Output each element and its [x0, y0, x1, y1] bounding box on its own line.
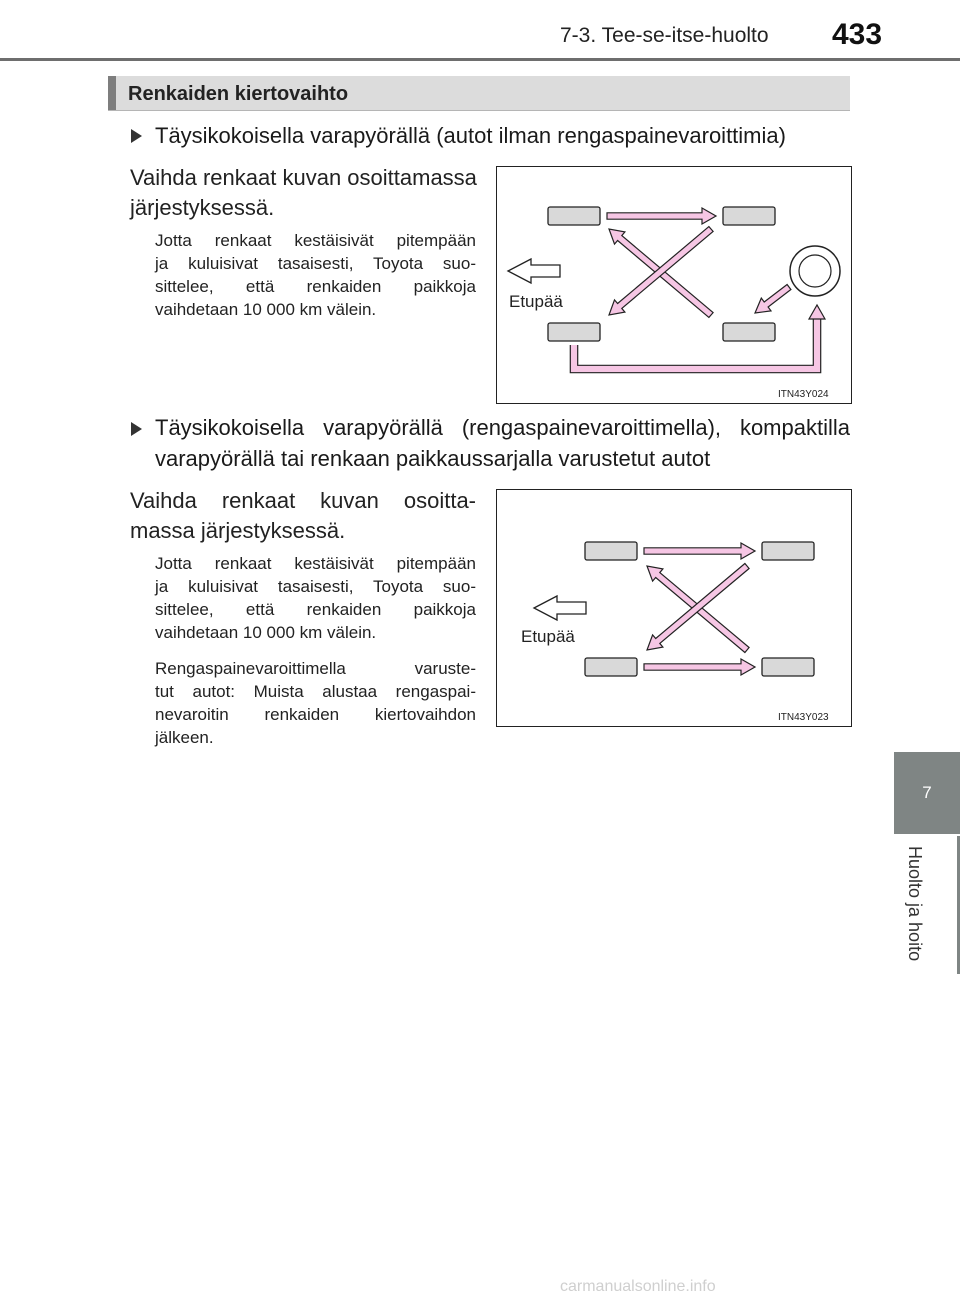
bullet-heading-1: Täysikokoisella varapyörällä (autot ilman rengaspainevaroittimia)	[155, 123, 786, 148]
front-label: Etupää	[521, 627, 575, 646]
note-1-line: sittelee, että renkaiden paikkoja	[155, 277, 476, 296]
note-2	[155, 552, 476, 644]
front-direction-arrow-icon	[534, 596, 586, 620]
note-1-line: ja kuluisivat tasaisesti, Toyota suo-	[155, 254, 476, 273]
note-2-line: sittelee, että renkaiden paikkoja	[155, 600, 476, 619]
tire-rear-left	[548, 323, 600, 341]
tire-front-left	[548, 207, 600, 225]
rotation-arrows-1	[574, 208, 825, 369]
note-1-line: vaihdetaan 10 000 km välein.	[155, 300, 377, 319]
note-2-line: ja kuluisivat tasaisesti, Toyota suo-	[155, 577, 476, 596]
watermark: carmanualsonline.info	[560, 1278, 716, 1295]
note-3-line: tut autot: Muista alustaa rengaspai-	[155, 682, 476, 701]
front-direction-arrow-icon	[508, 259, 560, 283]
arrow-rear-left-to-spare-outline	[574, 319, 817, 369]
arrow-rear-left-to-rear-right	[644, 659, 755, 675]
tire-front-left	[585, 542, 637, 560]
bullet-triangle-icon	[131, 422, 142, 436]
instruction-1-line-1: Vaihda renkaat kuvan osoittamassa	[130, 165, 477, 190]
bullet-triangle-icon	[131, 129, 142, 143]
arrow-front-left-to-front-right	[607, 208, 716, 224]
header-rule	[0, 58, 960, 61]
figure-id: ITN43Y023	[778, 712, 829, 723]
note-1-line: Jotta renkaat kestäisivät pitempään	[155, 231, 476, 250]
tire-front-right	[723, 207, 775, 225]
note-3-line: jälkeen.	[155, 728, 214, 747]
note-3-line: Rengaspainevaroittimella varuste-	[155, 659, 476, 678]
arrow-front-left-to-front-right	[644, 543, 755, 559]
instruction-2-line-1: Vaihda renkaat kuvan osoitta-	[130, 488, 476, 513]
page-number: 433	[832, 18, 883, 51]
tire-rear-right	[723, 323, 775, 341]
note-1	[155, 229, 476, 321]
chapter-number: 7	[922, 783, 932, 802]
bullet-heading-2-line-2: varapyörällä tai renkaan paikkaussarjalla varustetut autot	[155, 446, 711, 471]
tire-rotation-diagram-2	[497, 490, 851, 726]
chapter-tab[interactable]	[894, 752, 960, 834]
note-2-line: vaihdetaan 10 000 km välein.	[155, 623, 377, 642]
tire-rear-left	[585, 658, 637, 676]
note-2-line: Jotta renkaat kestäisivät pitempään	[155, 554, 476, 573]
instruction-1-line-2: järjestyksessä.	[130, 195, 275, 220]
tire-rotation-figure-2	[496, 489, 852, 727]
tire-rotation-diagram-1	[497, 167, 851, 403]
tire-rotation-figure-1	[496, 166, 852, 404]
section-heading-accent	[108, 76, 116, 110]
section-heading: Renkaiden kiertovaihto	[128, 83, 349, 105]
header-section-title: 7-3. Tee-se-itse-huolto	[560, 24, 769, 47]
figure-id: ITN43Y024	[778, 389, 829, 400]
rotation-arrows-2	[644, 543, 755, 675]
note-3	[155, 657, 476, 749]
front-label: Etupää	[509, 292, 563, 311]
tire-front-right	[762, 542, 814, 560]
arrow-spare-to-rear-right	[755, 285, 791, 314]
arrow-rear-left-to-spare-fill	[574, 319, 817, 369]
spare-tire-hub	[799, 255, 831, 287]
bullet-heading-2-line-1: Täysikokoisella varapyörällä (rengaspainevaroittimella), kompaktilla	[155, 415, 850, 440]
tire-rear-right	[762, 658, 814, 676]
chapter-label: Huolto ja hoito	[905, 846, 925, 962]
note-3-line: nevaroitin renkaiden kiertovaihdon	[155, 705, 476, 724]
instruction-2-line-2: massa järjestyksessä.	[130, 518, 346, 543]
arrow-rear-left-to-spare-head	[809, 305, 825, 319]
